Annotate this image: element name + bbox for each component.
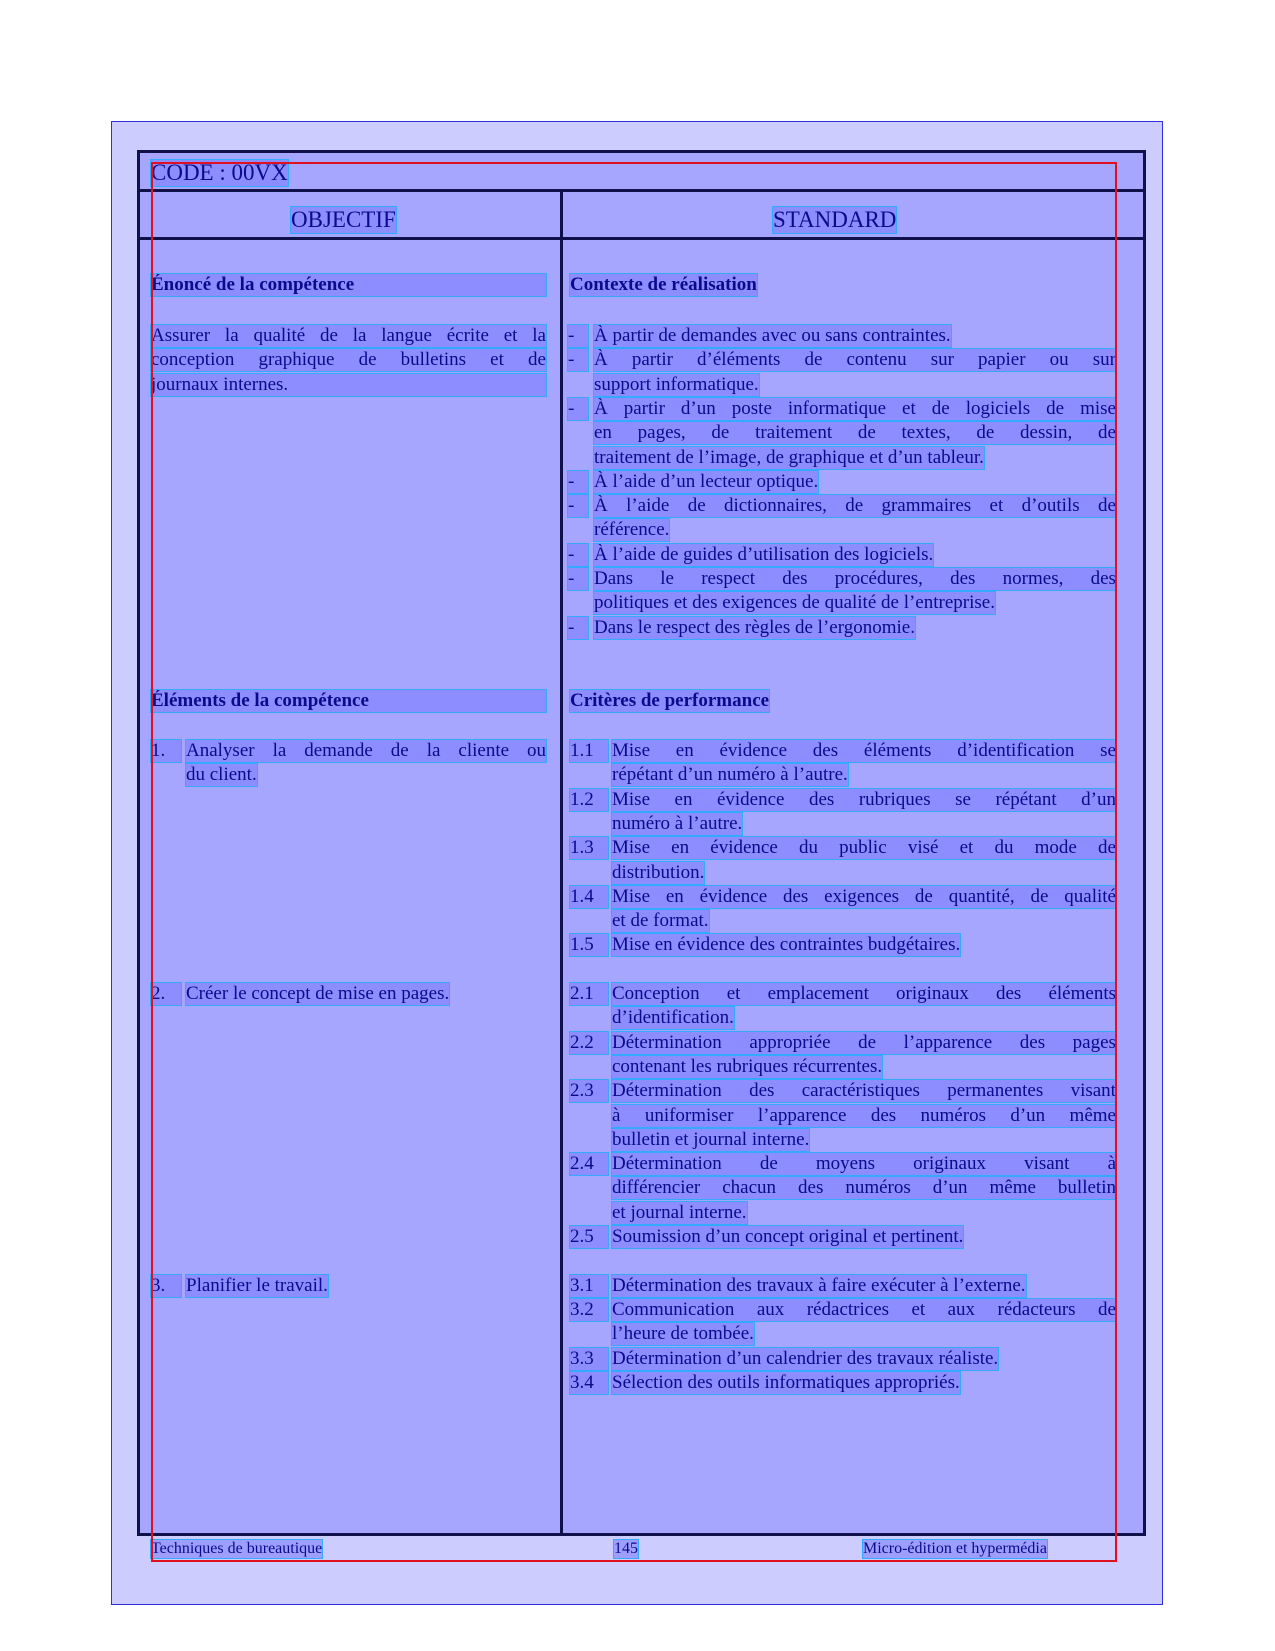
contexte-item-line: À l’aide d’un lecteur optique. [594, 470, 819, 492]
element-line: Planifier le travail. [186, 1274, 328, 1296]
element-line: Créer le concept de mise en pages. [186, 983, 450, 1004]
header-bottom-rule [137, 237, 1146, 240]
critere-line: d’identification. [612, 1007, 734, 1029]
critere-line: bulletin et journal interne. [612, 1128, 810, 1150]
critere-number: 3.3 [570, 1348, 608, 1370]
critere-line: à uniformiser l’apparence des numéros d’un même [612, 1104, 1116, 1126]
critere-number: 2.5 [570, 1226, 608, 1248]
critere-line: Mise en évidence des rubriques se répétant d’un [612, 788, 1116, 810]
contexte-item-line: politiques et des exigences de qualité de l’entreprise. [594, 592, 995, 614]
contexte-item-line: référence. [594, 519, 670, 541]
critere-number: 2.3 [570, 1080, 608, 1102]
contexte-item-line: À l’aide de guides d’utilisation des logiciels. [594, 543, 934, 565]
contexte-item-line: À partir d’un poste informatique et de logiciels de mise [594, 397, 1116, 419]
critere-number: 3.4 [570, 1372, 608, 1394]
contexte-bullet: - [568, 495, 588, 517]
contexte-item-line: À l’aide de dictionnaires, de grammaires et d’outils de [594, 495, 1116, 517]
enonce-title: Énoncé de la compétence [151, 274, 546, 296]
contexte-item-line: Dans le respect des procédures, des normes, des [594, 568, 1116, 589]
critere-number: 2.2 [570, 1032, 608, 1054]
contexte-bullet: - [568, 349, 588, 371]
critere-line: et journal interne. [612, 1201, 747, 1223]
contexte-item-line: traitement de l’image, de graphique et d’un tableur. [594, 446, 984, 468]
contexte-item-line: À partir de demandes avec ou sans contraintes. [594, 325, 951, 346]
element-line: du client. [186, 764, 257, 786]
critere-line: contenant les rubriques récurrentes. [612, 1055, 883, 1077]
element-line: Analyser la demande de la cliente ou [186, 740, 546, 761]
critere-number: 1.5 [570, 934, 608, 956]
critere-line: Détermination des caractéristiques permanentes visant [612, 1080, 1116, 1102]
critere-line: différencier chacun des numéros d’un même bulletin [612, 1177, 1116, 1199]
contexte-item-line: Dans le respect des règles de l’ergonomie. [594, 616, 915, 638]
critere-line: Mise en évidence du public visé et du mode de [612, 837, 1116, 859]
footer-page-number: 145 [614, 1540, 638, 1557]
critere-line: distribution. [612, 861, 705, 883]
critere-number: 2.4 [570, 1153, 608, 1175]
element-number: 3. [151, 1275, 181, 1297]
contexte-bullet: - [568, 398, 588, 420]
enonce-line: Assurer la qualité de la langue écrite et la [151, 325, 546, 346]
critere-line: Mise en évidence des exigences de quantité, de qualité [612, 885, 1116, 907]
contexte-bullet: - [568, 617, 588, 639]
contexte-bullet: - [568, 471, 588, 493]
contexte-item-line: en pages, de traitement de textes, de dessin, de [594, 422, 1116, 444]
critere-number: 3.2 [570, 1299, 608, 1321]
critere-number: 1.3 [570, 837, 608, 859]
critere-line: et de format. [612, 910, 709, 932]
course-code: CODE : 00VX [151, 160, 288, 185]
critere-line: Conception et emplacement originaux des éléments [612, 983, 1116, 1004]
footer-right: Micro-édition et hypermédia [863, 1540, 1047, 1557]
contexte-bullet: - [568, 325, 588, 347]
header-objectif: OBJECTIF [291, 207, 396, 232]
critere-line: Mise en évidence des contraintes budgétaires. [612, 934, 961, 956]
column-divider [560, 192, 563, 1533]
contexte-bullet: - [568, 544, 588, 566]
element-number: 2. [151, 983, 181, 1005]
critere-line: répétant d’un numéro à l’autre. [612, 764, 848, 786]
critere-line: Communication aux rédactrices et aux rédacteurs de [612, 1298, 1116, 1320]
critere-line: Détermination appropriée de l’apparence des pages [612, 1031, 1116, 1053]
enonce-line: conception graphique de bulletins et de [151, 349, 546, 371]
elements-title: Éléments de la compétence [151, 690, 546, 712]
critere-number: 1.4 [570, 886, 608, 908]
critere-number: 3.1 [570, 1275, 608, 1297]
footer-left: Techniques de bureautique [151, 1540, 323, 1557]
header-top-rule [137, 189, 1146, 192]
critere-line: Sélection des outils informatiques appropriés. [612, 1371, 960, 1393]
header-standard: STANDARD [773, 207, 897, 232]
critere-line: l’heure de tombée. [612, 1323, 754, 1345]
critere-line: Détermination des travaux à faire exécuter à l’externe. [612, 1274, 1026, 1296]
critere-line: Détermination d’un calendrier des travaux réaliste. [612, 1347, 999, 1369]
contexte-title: Contexte de réalisation [570, 274, 757, 295]
contexte-bullet: - [568, 568, 588, 590]
contexte-item-line: support informatique. [594, 373, 759, 395]
critere-line: Détermination de moyens originaux visant à [612, 1153, 1116, 1175]
critere-number: 1.2 [570, 789, 608, 811]
critere-number: 2.1 [570, 983, 608, 1005]
enonce-line: journaux internes. [151, 374, 546, 396]
critere-line: Mise en évidence des éléments d’identification se [612, 740, 1116, 761]
critere-line: Soumission d’un concept original et pertinent. [612, 1226, 964, 1247]
element-number: 1. [151, 740, 181, 762]
critere-line: numéro à l’autre. [612, 812, 743, 834]
contexte-item-line: À partir d’éléments de contenu sur papier ou sur [594, 349, 1116, 371]
criteres-title: Critères de performance [570, 690, 770, 711]
critere-number: 1.1 [570, 740, 608, 762]
